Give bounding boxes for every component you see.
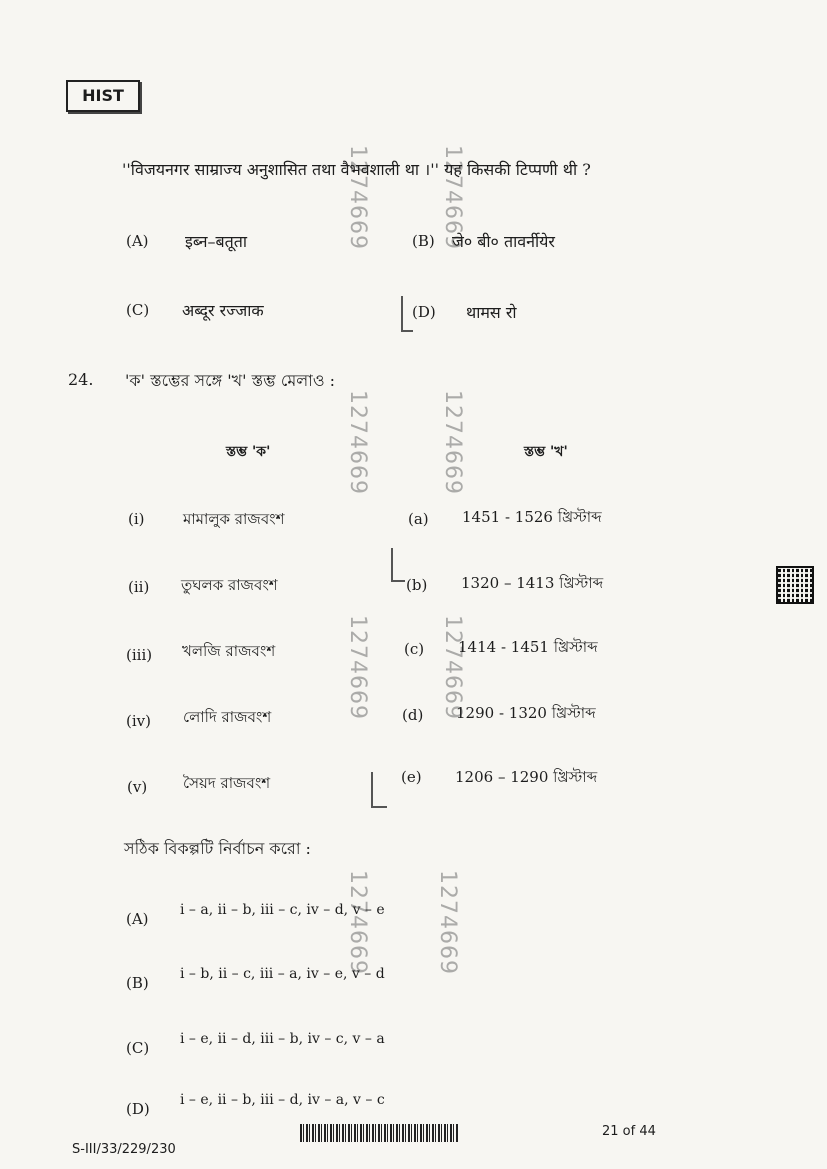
watermark-code: 1274669: [344, 145, 370, 250]
column-a-item: লোদি রাজবংশ: [183, 708, 272, 726]
question-24-text: 'ক' স্তম্ভের সঙ্গে 'খ' স্তম্ভ মেলাও :: [125, 371, 336, 390]
column-a-heading: স্তম্ভ 'ক': [226, 444, 271, 460]
column-a-number: (ii): [128, 578, 150, 596]
q24-option-b-text: i – b, ii – c, iii – a, iv – e, v – d: [180, 966, 385, 982]
column-b-item: 1206 – 1290 খ্রিস্টাব্দ: [455, 768, 598, 786]
watermark-code: 1274669: [434, 870, 460, 975]
column-a-number: (i): [128, 510, 145, 528]
watermark-code: 1274669: [344, 870, 370, 975]
column-a-number: (v): [127, 778, 148, 796]
watermark-code: 1274669: [439, 615, 465, 720]
q23-option-c-letter: (C): [126, 301, 150, 319]
column-a-item: মামালুক রাজবংশ: [183, 510, 285, 528]
column-a-number: (iv): [126, 712, 151, 730]
q24-option-c-letter: (C): [126, 1039, 150, 1057]
column-b-item: 1414 - 1451 খ্রিস্টাব্দ: [458, 638, 598, 656]
watermark-code: 1274669: [344, 615, 370, 720]
column-b-heading: স্তম্ভ 'খ': [524, 444, 568, 460]
watermark-code: 1274669: [439, 390, 465, 495]
column-b-item: 1451 - 1526 খ্রিস্টাব্দ: [462, 508, 602, 526]
scan-corner-mark: [371, 772, 387, 808]
q23-option-d-text: थामस रो: [466, 303, 517, 322]
column-a-item: খলজি রাজবংশ: [182, 642, 276, 660]
watermark-code: 1274669: [439, 145, 465, 250]
q24-option-a-letter: (A): [126, 910, 149, 928]
q23-option-a-text: इब्न–बतूता: [185, 232, 248, 251]
q24-option-d-letter: (D): [126, 1100, 150, 1118]
column-b-letter: (e): [401, 768, 422, 786]
page-number: 21 of 44: [602, 1124, 656, 1139]
column-b-item: 1290 - 1320 খ্রিস্টাব্দ: [456, 704, 596, 722]
q24-option-b-letter: (B): [126, 974, 149, 992]
paper-code: S-III/33/229/230: [72, 1142, 176, 1157]
barcode-icon: [300, 1124, 458, 1142]
q23-option-d-letter: (D): [412, 303, 436, 321]
column-b-letter: (b): [406, 576, 428, 594]
column-b-letter: (a): [408, 510, 429, 528]
scan-corner-mark: [391, 548, 405, 582]
column-b-letter: (c): [404, 640, 425, 658]
q23-option-c-text: अब्दूर रज्जाक: [182, 301, 264, 320]
question-24-number: 24.: [68, 370, 94, 389]
column-a-item: সৈয়দ রাজবংশ: [183, 774, 271, 792]
column-a-item: তুঘলক রাজবংশ: [181, 576, 278, 594]
q24-option-a-text: i – a, ii – b, iii – c, iv – d, v – e: [180, 902, 385, 918]
column-b-item: 1320 – 1413 খ্রিস্টাব্দ: [461, 574, 604, 592]
question-24-instruction: সঠিক বিকল্পটি নির্বাচন করো :: [124, 839, 311, 858]
qr-code-icon: [776, 566, 814, 604]
column-b-letter: (d): [402, 706, 424, 724]
watermark-code: 1274669: [344, 390, 370, 495]
q23-option-b-text: जे० बी० तावर्नीयेर: [452, 232, 555, 251]
q24-option-c-text: i – e, ii – d, iii – b, iv – c, v – a: [180, 1031, 385, 1047]
q24-option-d-text: i – e, ii – b, iii – d, iv – a, v – c: [180, 1092, 385, 1108]
subject-code-box: HIST: [66, 80, 140, 112]
q23-option-b-letter: (B): [412, 232, 435, 250]
column-a-number: (iii): [126, 646, 153, 664]
question-23-text: ''विजयनगर साम्राज्य अनुशासित तथा वैभवशाली था ।'' यह किसकी टिप्पणी थी ?: [122, 160, 591, 179]
q23-option-a-letter: (A): [126, 232, 149, 250]
